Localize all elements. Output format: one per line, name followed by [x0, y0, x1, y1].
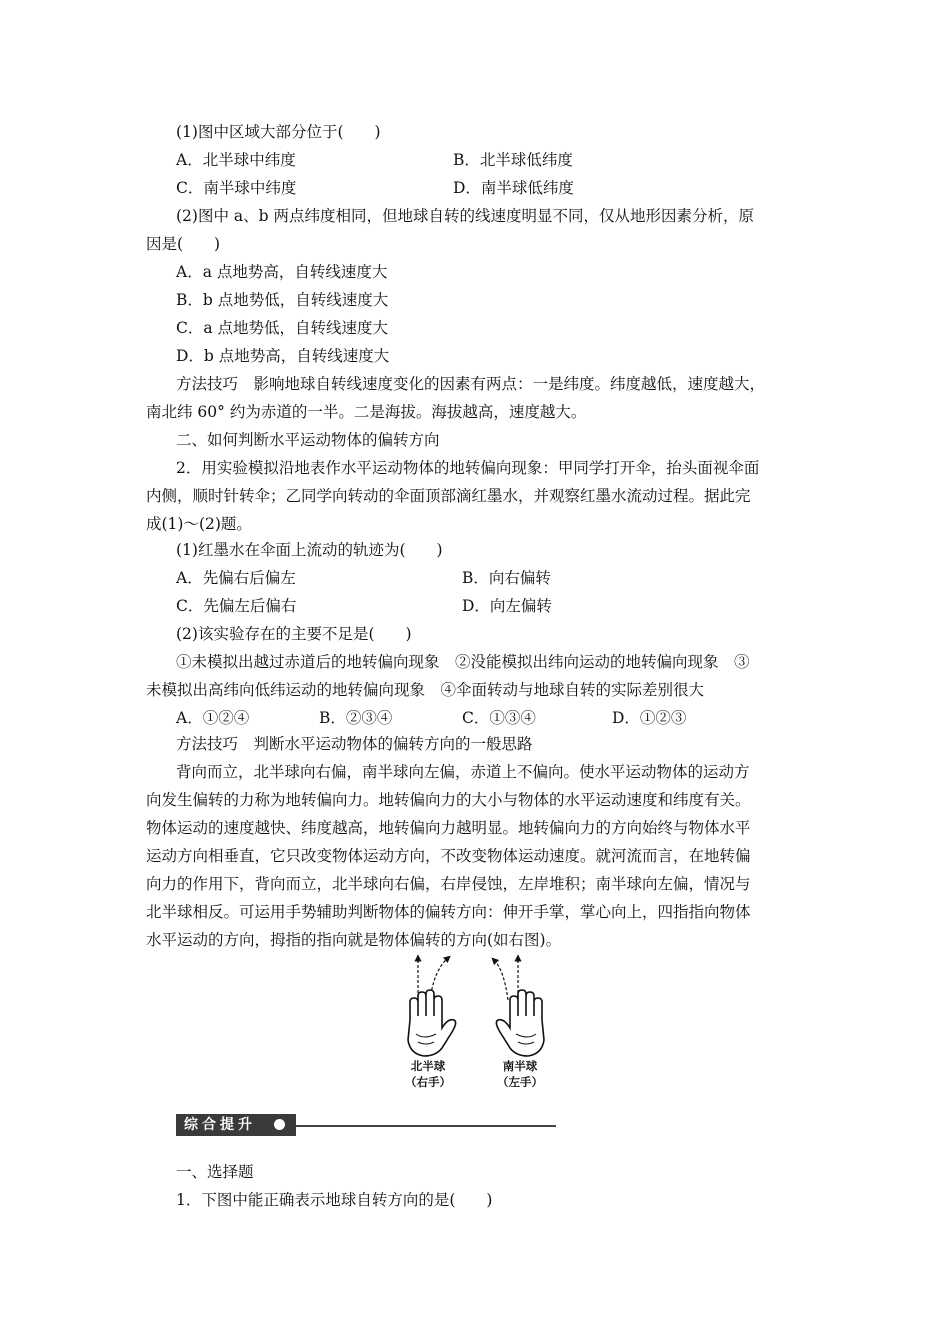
option-a: A．①②④: [176, 709, 250, 727]
option-c: C．①③④: [462, 709, 536, 727]
left-hand-label: 北半球: [410, 1059, 446, 1073]
paragraph-line: 运动方向相垂直，它只改变物体运动方向，不改变物体运动速度。就河流而言，在地转偏: [146, 847, 751, 865]
option-b: B．b 点地势低，自转线速度大: [176, 291, 389, 309]
method-tip-heading: 方法技巧 判断水平运动物体的偏转方向的一般思路: [176, 735, 533, 753]
option-c: C．a 点地势低，自转线速度大: [176, 319, 389, 337]
option-d: D．向左偏转: [462, 597, 552, 615]
paragraph-line: 物体运动的速度越快、纬度越高，地转偏向力越明显。地转偏向力的方向始终与物体水平: [146, 819, 751, 837]
option-b: B．向右偏转: [462, 569, 551, 587]
option-c: C．南半球中纬度: [176, 179, 297, 197]
question-2-line2: 内侧，顺时针转伞；乙同学向转动的伞面顶部滴红墨水，并观察红墨水流动过程。据此完: [146, 487, 751, 505]
section-heading: 一、选择题: [176, 1163, 254, 1181]
option-a: A．a 点地势高，自转线速度大: [176, 263, 388, 281]
question-2-line1: 2．用实验模拟沿地表作水平运动物体的地转偏向现象：甲同学打开伞，抬头面视伞面: [176, 459, 760, 477]
section-heading: 二、如何判断水平运动物体的偏转方向: [176, 431, 440, 449]
method-tip-line1: 方法技巧 影响地球自转线速度变化的因素有两点：一是纬度。纬度越低，速度越大，: [176, 375, 766, 393]
statements-line1: ①未模拟出越过赤道后的地转偏向现象 ②没能模拟出纬向运动的地转偏向现象 ③: [176, 653, 750, 671]
method-tip-line2: 南北纬 60° 约为赤道的一半。二是海拔。海拔越高，速度越大。: [146, 403, 587, 421]
section-banner: [176, 1112, 556, 1138]
question-3: 1．下图中能正确表示地球自转方向的是( ): [176, 1191, 493, 1209]
left-hand-sublabel: （右手）: [405, 1075, 451, 1089]
option-b: B．②③④: [319, 709, 393, 727]
statements-line2: 未模拟出高纬向低纬运动的地转偏向现象 ④伞面转动与地球自转的实际差别很大: [146, 681, 705, 699]
option-a: A．北半球中纬度: [176, 151, 296, 169]
paragraph-line: 向发生偏转的力称为地转偏向力。地转偏向力的大小与物体的水平运动速度和纬度有关。: [146, 791, 751, 809]
question-1-1: (1)图中区域大部分位于( ): [176, 123, 381, 141]
hand-rule-figure: [396, 950, 556, 1090]
option-d: D．南半球低纬度: [453, 179, 574, 197]
question-1-2-line2: 因是( ): [146, 235, 221, 253]
option-b: B．北半球低纬度: [453, 151, 573, 169]
right-hand-label: 南半球: [502, 1059, 538, 1073]
bullet-icon: [274, 1119, 285, 1130]
question-2-line3: 成(1)～(2)题。: [146, 515, 252, 533]
paragraph-line: 背向而立，北半球向右偏，南半球向左偏，赤道上不偏向。使水平运动物体的运动方: [176, 763, 750, 781]
right-hand-icon: [408, 958, 456, 1056]
option-a: A．先偏右后偏左: [176, 569, 296, 587]
question-2-1: (1)红墨水在伞面上流动的轨迹为( ): [176, 541, 443, 559]
paragraph-line: 向力的作用下，背向而立，北半球向右偏，右岸侵蚀，左岸堆积；南半球向左偏，情况与: [146, 875, 751, 893]
question-2-2: (2)该实验存在的主要不足是( ): [176, 625, 412, 643]
paragraph-line: 水平运动的方向，拇指的指向就是物体偏转的方向(如右图)。: [146, 931, 562, 949]
question-1-2-line1: (2)图中 a、b 两点纬度相同，但地球自转的线速度明显不同，仅从地形因素分析，原: [176, 207, 754, 225]
paragraph-line: 北半球相反。可运用手势辅助判断物体的偏转方向：伸开手掌，掌心向上，四指指向物体: [146, 903, 751, 921]
option-d: D．①②③: [612, 709, 687, 727]
option-c: C．先偏左后偏右: [176, 597, 297, 615]
right-hand-sublabel: （左手）: [497, 1075, 543, 1089]
option-d: D．b 点地势高，自转线速度大: [176, 347, 390, 365]
banner-label: 综合提升: [176, 1114, 296, 1136]
left-hand-icon: [494, 958, 544, 1056]
divider: [296, 1125, 556, 1127]
